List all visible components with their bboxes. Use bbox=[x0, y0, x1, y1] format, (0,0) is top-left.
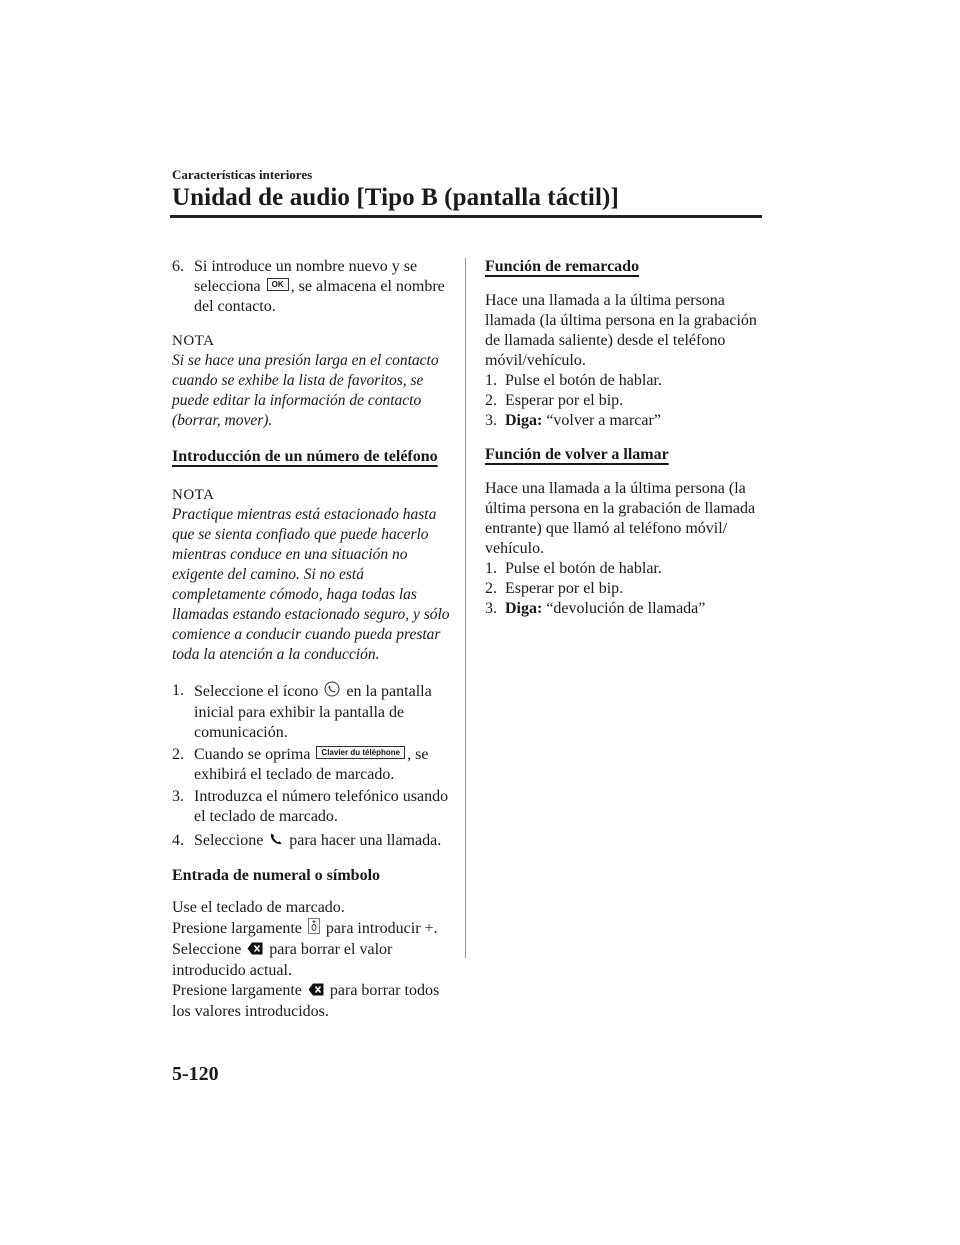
step-3 bbox=[172, 787, 452, 827]
redial-step-3 bbox=[485, 411, 765, 431]
say-label: Diga: bbox=[505, 600, 543, 617]
step-2 bbox=[172, 745, 452, 785]
backspace-icon bbox=[308, 982, 324, 1002]
step-text-post: , se exhibirá el teclado de marcado. bbox=[194, 746, 429, 783]
step-number: 1. bbox=[172, 682, 184, 699]
step-text-pre: Cuando se oprima bbox=[194, 746, 311, 763]
page-number: 5-120 bbox=[172, 1063, 219, 1085]
step-number: 1. bbox=[485, 560, 497, 577]
text: Presione largamente bbox=[172, 982, 302, 999]
step-text: Pulse el botón de hablar. bbox=[505, 560, 662, 577]
callback-step-1 bbox=[485, 559, 765, 579]
title-rule bbox=[170, 215, 762, 218]
step-number: 2. bbox=[485, 580, 497, 597]
step-text: “volver a marcar” bbox=[542, 412, 661, 429]
note-heading: NOTA bbox=[172, 333, 215, 349]
step-number: 1. bbox=[485, 372, 497, 389]
right-column bbox=[485, 257, 765, 619]
step-text: “devolución de llamada” bbox=[542, 600, 706, 617]
numeral-paragraph bbox=[172, 918, 452, 940]
intro-heading: Introducción de un número de teléfono bbox=[172, 448, 438, 465]
left-column bbox=[172, 257, 452, 1022]
step-text-pre: Seleccione bbox=[194, 832, 264, 849]
column-divider bbox=[465, 258, 466, 958]
note-body: Si se hace una presión larga en el contacto cuando se exhibe la lista de favoritos, se puede editar la información de contacto (borrar, mover). bbox=[172, 352, 439, 429]
step-text: Esperar por el bip. bbox=[505, 580, 624, 597]
step-number: 6. bbox=[172, 258, 184, 275]
backspace-icon bbox=[247, 941, 263, 961]
step-text: Esperar por el bip. bbox=[505, 392, 624, 409]
redial-step-1 bbox=[485, 371, 765, 391]
text: Seleccione bbox=[172, 941, 242, 958]
numeral-heading: Entrada de numeral o símbolo bbox=[172, 867, 381, 884]
page-title: Unidad de audio [Tipo B (pantalla táctil)] bbox=[172, 184, 619, 211]
step-text: Pulse el botón de hablar. bbox=[505, 372, 662, 389]
phone-keypad-button-icon: Clavier du téléphone bbox=[316, 746, 405, 759]
callback-heading: Función de volver a llamar bbox=[485, 446, 669, 463]
step-number: 4. bbox=[172, 832, 184, 849]
step-number: 3. bbox=[485, 600, 497, 617]
step-number: 2. bbox=[485, 392, 497, 409]
step-text-post: , se almacena el nombre del contacto. bbox=[194, 278, 445, 315]
callback-step-3 bbox=[485, 599, 765, 619]
redial-step-2 bbox=[485, 391, 765, 411]
redial-heading: Función de remarcado bbox=[485, 258, 640, 275]
numeral-paragraph bbox=[172, 940, 452, 981]
step-text-pre: Seleccione el ícono bbox=[194, 683, 319, 700]
text: para borrar todos los valores introducidos. bbox=[172, 982, 440, 1020]
step-number: 3. bbox=[485, 412, 497, 429]
say-label: Diga: bbox=[505, 412, 543, 429]
step-number: 3. bbox=[172, 788, 184, 805]
text: para introducir +. bbox=[321, 920, 438, 937]
phone-handset-circle-icon bbox=[324, 681, 340, 703]
callback-step-2 bbox=[485, 579, 765, 599]
section-label: Características interiores bbox=[172, 167, 313, 182]
note-body: Practique mientras está estacionado hasta que se sienta confiado que puede hacerlo mientras conduce en una situación no exigente del camino. Si no está completamente cómodo, haga todas las llamadas estando estacionado seguro, y sólo comience a conducir cuando pueda prestar toda la atención a la conducción. bbox=[172, 506, 450, 663]
numeral-paragraph bbox=[172, 981, 452, 1022]
step-text-post: para hacer una llamada. bbox=[285, 832, 442, 849]
numeral-paragraph: Use el teclado de marcado. bbox=[172, 899, 345, 916]
text: para borrar el valor introducido actual. bbox=[172, 941, 393, 979]
redial-description: Hace una llamada a la última persona llamada (la última persona en la grabación de llamada saliente) desde el teléfono móvil/vehículo. bbox=[485, 292, 757, 369]
step-number: 2. bbox=[172, 746, 184, 763]
note-heading: NOTA bbox=[172, 487, 215, 503]
step-text-post: en la pantalla inicial para exhibir la pantalla de comunicación. bbox=[194, 683, 432, 741]
ok-button-icon: OK bbox=[267, 278, 289, 291]
step-1 bbox=[172, 681, 452, 743]
step-6 bbox=[172, 257, 452, 317]
phone-handset-icon bbox=[269, 832, 283, 852]
text: Presione largamente bbox=[172, 920, 302, 937]
step-text: Introduzca el número telefónico usando el teclado de marcado. bbox=[194, 788, 449, 825]
step-text-pre: Si introduce un nombre nuevo y se selecciona bbox=[194, 258, 418, 295]
zero-plus-key-icon bbox=[308, 918, 320, 940]
step-4 bbox=[172, 831, 452, 852]
callback-description: Hace una llamada a la última persona (la última persona en la grabación de llamada entrante) que llamó al teléfono móvil/ vehículo. bbox=[485, 480, 756, 557]
